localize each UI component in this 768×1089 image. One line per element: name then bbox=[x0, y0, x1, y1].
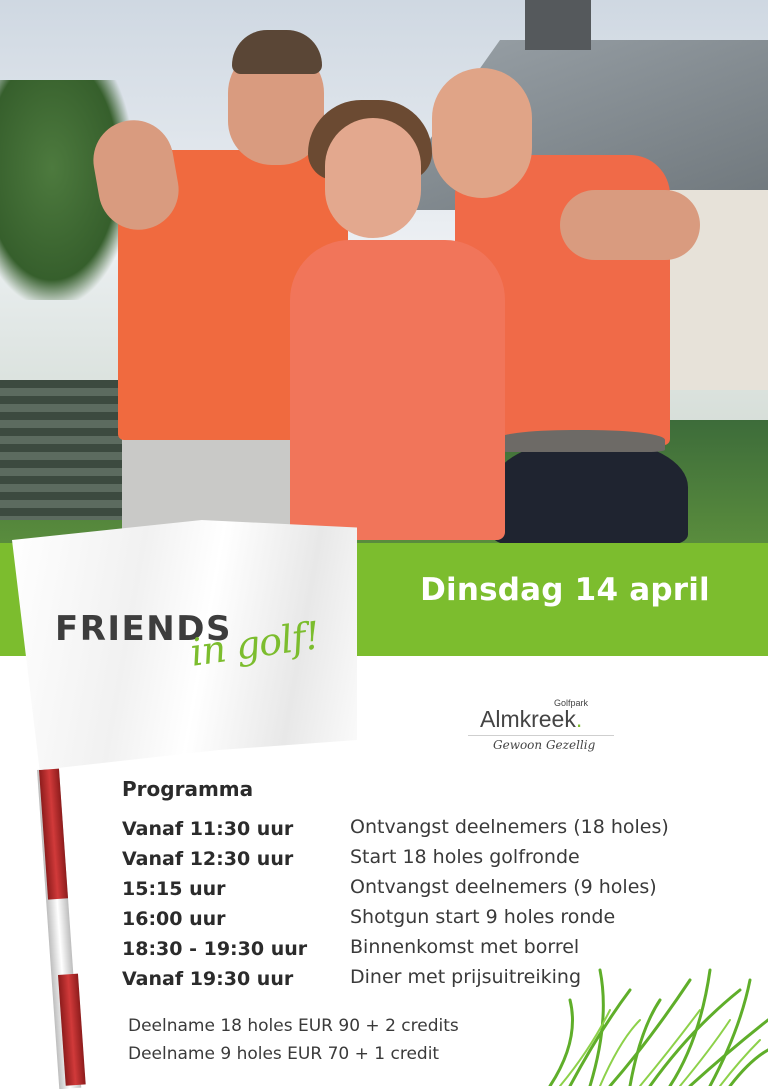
fee-18-holes: Deelname 18 holes EUR 90 + 2 credits bbox=[128, 1016, 459, 1036]
programme-time: 16:00 uur bbox=[122, 908, 226, 930]
logo-name-text: Almkreek bbox=[480, 706, 576, 732]
programme-desc: Shotgun start 9 holes ronde bbox=[350, 906, 616, 928]
programme-desc: Binnenkomst met borrel bbox=[350, 936, 580, 958]
logo-name bbox=[480, 706, 582, 733]
person-right-arm bbox=[560, 190, 700, 260]
person-right-legs bbox=[492, 440, 688, 545]
programme-time: Vanaf 12:30 uur bbox=[122, 848, 294, 870]
programme-row bbox=[122, 878, 742, 908]
logo-tagline: Gewoon Gezellig bbox=[493, 738, 596, 752]
person-left-hair bbox=[232, 30, 322, 74]
programme-row bbox=[122, 818, 742, 848]
logo-golfpark: Golfpark bbox=[553, 698, 588, 708]
programme-row bbox=[122, 848, 742, 878]
fee-9-holes: Deelname 9 holes EUR 70 + 1 credit bbox=[128, 1044, 440, 1064]
flag-pole-red-stripe-top bbox=[39, 769, 68, 900]
flag-title-in-golf: in golf! bbox=[187, 613, 322, 675]
programme-time: Vanaf 11:30 uur bbox=[122, 818, 294, 840]
programme-desc: Start 18 holes golfronde bbox=[350, 846, 580, 868]
photo-steps bbox=[0, 380, 130, 520]
programme-time: Vanaf 19:30 uur bbox=[122, 968, 294, 990]
grass-decoration bbox=[540, 960, 768, 1086]
person-center-head bbox=[325, 118, 421, 238]
programme-desc: Ontvangst deelnemers (9 holes) bbox=[350, 876, 657, 898]
flag-title-friends: FRIENDS bbox=[55, 609, 232, 649]
person-right-belt bbox=[495, 430, 665, 452]
photo-chimney bbox=[525, 0, 591, 50]
programme-row bbox=[122, 908, 742, 938]
almkreek-logo bbox=[468, 698, 618, 768]
programme-desc: Ontvangst deelnemers (18 holes) bbox=[350, 816, 669, 838]
programme-title: Programma bbox=[122, 777, 254, 801]
logo-dot: . bbox=[575, 706, 583, 732]
person-right-head bbox=[432, 68, 532, 198]
logo-divider bbox=[468, 735, 614, 736]
person-center-jacket bbox=[290, 240, 505, 540]
programme-time: 15:15 uur bbox=[122, 878, 226, 900]
event-date: Dinsdag 14 april bbox=[420, 572, 710, 608]
programme-desc: Diner met prijsuitreiking bbox=[350, 966, 582, 988]
programme-time: 18:30 - 19:30 uur bbox=[122, 938, 308, 960]
